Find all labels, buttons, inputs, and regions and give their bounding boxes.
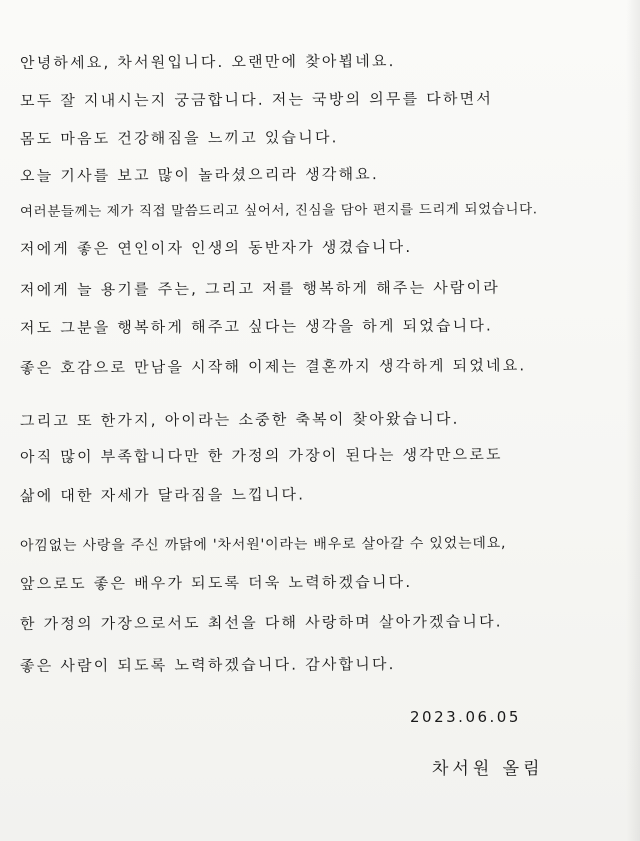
letter-line: 그리고 또 한가지, 아이라는 소중한 축복이 찾아왔습니다.: [19, 409, 460, 430]
letter-line: 삶에 대한 자세가 달라짐을 느낍니다.: [19, 485, 306, 505]
letter-line: 여러분들께는 제가 직접 말씀드리고 싶어서, 진심을 담아 편지를 드리게 되었습니다.: [19, 201, 538, 220]
letter-signature: 차서원 올림: [432, 759, 544, 779]
letter-line: 모두 잘 지내시는지 궁금합니다. 저는 국방의 의무를 다하면서: [19, 89, 494, 110]
letter-line: 오늘 기사를 보고 많이 놀라셨으리라 생각해요.: [19, 165, 379, 185]
letter-line: 아낌없는 사랑을 주신 까닭에 '차서원'이라는 배우로 살아갈 수 있었는데요,: [19, 535, 507, 554]
letter-line: 저에게 늘 용기를 주는, 그리고 저를 행복하게 해주는 사람이라: [19, 278, 501, 299]
letter-line: 안녕하세요, 차서원입니다. 오랜만에 찾아뵙네요.: [19, 52, 396, 72]
letter-date: 2023.06.05: [410, 708, 521, 726]
letter-line: 몸도 마음도 건강해짐을 느끼고 있습니다.: [19, 128, 339, 148]
letter-line: 저도 그분을 행복하게 해주고 싶다는 생각을 하게 되었습니다.: [19, 316, 494, 337]
letter-line: 앞으로도 좋은 배우가 되도록 더욱 노력하겠습니다.: [19, 572, 413, 593]
letter-line: 좋은 호감으로 만남을 시작해 이제는 결혼까지 생각하게 되었네요.: [19, 356, 527, 377]
letter-line: 아직 많이 부족합니다만 한 가정의 가장이 된다는 생각만으로도: [19, 445, 503, 466]
letter-line: 좋은 사람이 되도록 노력하겠습니다. 감사합니다.: [19, 655, 396, 675]
letter-line: 한 가정의 가장으로서도 최선을 다해 사랑하며 살아가겠습니다.: [19, 612, 503, 633]
letter-line: 저에게 좋은 연인이자 인생의 동반자가 생겼습니다.: [19, 237, 413, 258]
